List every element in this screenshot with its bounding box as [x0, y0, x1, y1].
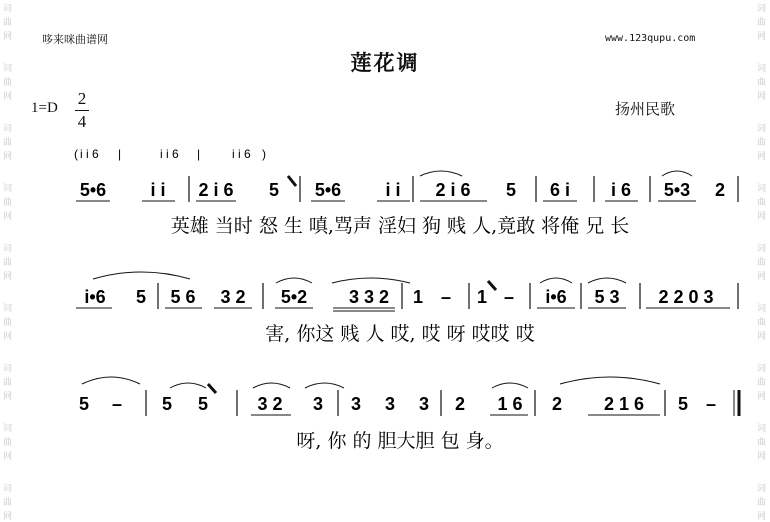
watermark-char: 词: [3, 184, 13, 194]
watermark-char: 曲: [757, 318, 767, 328]
note-group: 2 2 0 3: [658, 287, 714, 307]
note-group: i•6: [84, 287, 106, 307]
meter-bottom: 4: [77, 112, 87, 131]
tie-slur: [253, 383, 290, 388]
watermark-char: 曲: [757, 198, 767, 208]
lyrics-line-1: 英雄 当时 怒 生 嗔,骂声 淫妇 狗 贱 人,竟敢 将俺 兄 长: [170, 215, 630, 237]
watermark-char: 词: [3, 64, 13, 74]
grace-mark: [288, 176, 296, 186]
song-origin: 扬州民歌: [615, 102, 676, 118]
watermark-char: 曲: [757, 78, 767, 88]
note-group: 3 3 2: [348, 287, 390, 307]
watermark-char: 曲: [3, 378, 13, 388]
note-group: 5•6: [79, 180, 107, 200]
note-group: 1: [412, 287, 424, 307]
watermark-char: 曲: [3, 258, 13, 268]
watermark-char: 词: [3, 424, 13, 434]
note-group: 2: [714, 180, 726, 200]
watermark-char: 曲: [757, 258, 767, 268]
note-group: i 6: [610, 180, 632, 200]
note-group: 5•6: [314, 180, 342, 200]
watermark-char: 曲: [757, 18, 767, 28]
watermark-char: 网: [3, 452, 13, 462]
watermark-char: 曲: [3, 78, 13, 88]
intro-token: i i 6: [80, 147, 99, 161]
watermark-char: 网: [3, 512, 13, 522]
note-group: 5•3: [663, 180, 691, 200]
watermark-char: 词: [3, 244, 13, 254]
note-group: i i: [150, 180, 166, 200]
intro-token: ): [262, 147, 266, 161]
note-group: 5: [135, 287, 147, 307]
note-group: i i: [385, 180, 401, 200]
watermark-char: 词: [757, 424, 767, 434]
intro-token: (: [74, 147, 78, 161]
note-group: 5: [78, 394, 90, 414]
tie-slur: [662, 171, 692, 176]
watermark-char: 网: [757, 32, 767, 42]
note-group: 3 2: [257, 394, 283, 414]
watermark-char: 曲: [3, 18, 13, 28]
watermark-char: 词: [3, 4, 13, 14]
watermark-char: 曲: [3, 318, 13, 328]
lyrics-line-3: 呀, 你 的 胆大胆 包 身。: [296, 430, 504, 452]
tie-slur: [588, 278, 626, 283]
watermark-char: 词: [3, 124, 13, 134]
watermark-char: 词: [757, 484, 767, 494]
intro-token: |: [118, 147, 122, 161]
note-group: 5: [161, 394, 173, 414]
note-group: 5: [268, 180, 280, 200]
watermark-char: 网: [757, 332, 767, 342]
note-group: 3: [418, 394, 430, 414]
watermark-char: 曲: [757, 138, 767, 148]
watermark-char: 曲: [757, 438, 767, 448]
tie-slur: [332, 278, 410, 283]
note-group: –: [705, 394, 717, 414]
song-title: 莲花调: [350, 51, 420, 75]
grace-mark: [488, 281, 496, 290]
note-group: 2: [454, 394, 466, 414]
watermark-char: 网: [757, 92, 767, 102]
tie-slur: [276, 278, 312, 283]
note-group: 2 i 6: [435, 180, 471, 200]
intro-token: i i 6: [232, 147, 251, 161]
meter-top: 2: [77, 89, 87, 108]
watermark-char: 网: [3, 272, 13, 282]
note-group: –: [440, 287, 452, 307]
watermark-char: 网: [3, 212, 13, 222]
note-group: 2 1 6: [603, 394, 645, 414]
watermark-char: 网: [757, 392, 767, 402]
site-name: 哆来咪曲谱网: [42, 33, 108, 46]
watermark-char: 词: [757, 304, 767, 314]
watermark-char: 词: [3, 304, 13, 314]
watermark-char: 曲: [3, 498, 13, 508]
watermark-char: 网: [757, 452, 767, 462]
watermark-char: 词: [757, 184, 767, 194]
note-group: 5•2: [280, 287, 308, 307]
note-group: 1: [476, 287, 488, 307]
note-group: 3: [350, 394, 362, 414]
tie-slur: [540, 278, 572, 283]
note-group: 5: [197, 394, 209, 414]
note-group: 5: [677, 394, 689, 414]
watermark-char: 词: [757, 124, 767, 134]
watermark-char: 词: [757, 64, 767, 74]
watermark-char: 曲: [757, 498, 767, 508]
note-group: 6 i: [549, 180, 571, 200]
tie-slur: [420, 171, 462, 176]
note-group: 2: [551, 394, 563, 414]
tie-slur: [82, 377, 140, 384]
intro-token: |: [197, 147, 201, 161]
watermark-char: 网: [757, 512, 767, 522]
note-group: –: [111, 394, 123, 414]
watermark-char: 网: [3, 92, 13, 102]
watermark-char: 网: [757, 272, 767, 282]
watermark-char: 曲: [757, 378, 767, 388]
watermark-char: 网: [3, 32, 13, 42]
watermark-char: 网: [3, 332, 13, 342]
watermark-char: 曲: [3, 138, 13, 148]
intro-token: i i 6: [160, 147, 179, 161]
tie-slur: [305, 383, 344, 388]
site-url: www.123qupu.com: [605, 33, 696, 44]
tie-slur: [170, 383, 206, 388]
note-group: i•6: [545, 287, 567, 307]
note-group: 5 6: [170, 287, 196, 307]
watermark-char: 网: [3, 152, 13, 162]
watermark-char: 网: [757, 212, 767, 222]
note-group: –: [503, 287, 515, 307]
watermark-char: 曲: [3, 438, 13, 448]
lyrics-line-2: 害, 你这 贱 人 哎, 哎 呀 哎哎 哎: [265, 323, 535, 345]
tie-slur: [560, 377, 660, 384]
watermark-char: 网: [757, 152, 767, 162]
note-group: 1 6: [497, 394, 523, 414]
watermark-char: 词: [3, 364, 13, 374]
watermark-char: 曲: [3, 198, 13, 208]
watermark-char: 词: [757, 244, 767, 254]
note-group: 5: [505, 180, 517, 200]
note-group: 2 i 6: [198, 180, 234, 200]
grace-mark: [208, 384, 216, 393]
watermark-char: 词: [3, 484, 13, 494]
note-group: 3: [384, 394, 396, 414]
tie-slur: [492, 383, 528, 388]
note-group: 3 2: [220, 287, 246, 307]
note-group: 3: [312, 394, 324, 414]
watermark-char: 词: [757, 364, 767, 374]
tie-slur: [93, 272, 190, 279]
key-signature: 1=D: [31, 100, 58, 116]
watermark-char: 词: [757, 4, 767, 14]
note-group: 5 3: [594, 287, 620, 307]
watermark-char: 网: [3, 392, 13, 402]
